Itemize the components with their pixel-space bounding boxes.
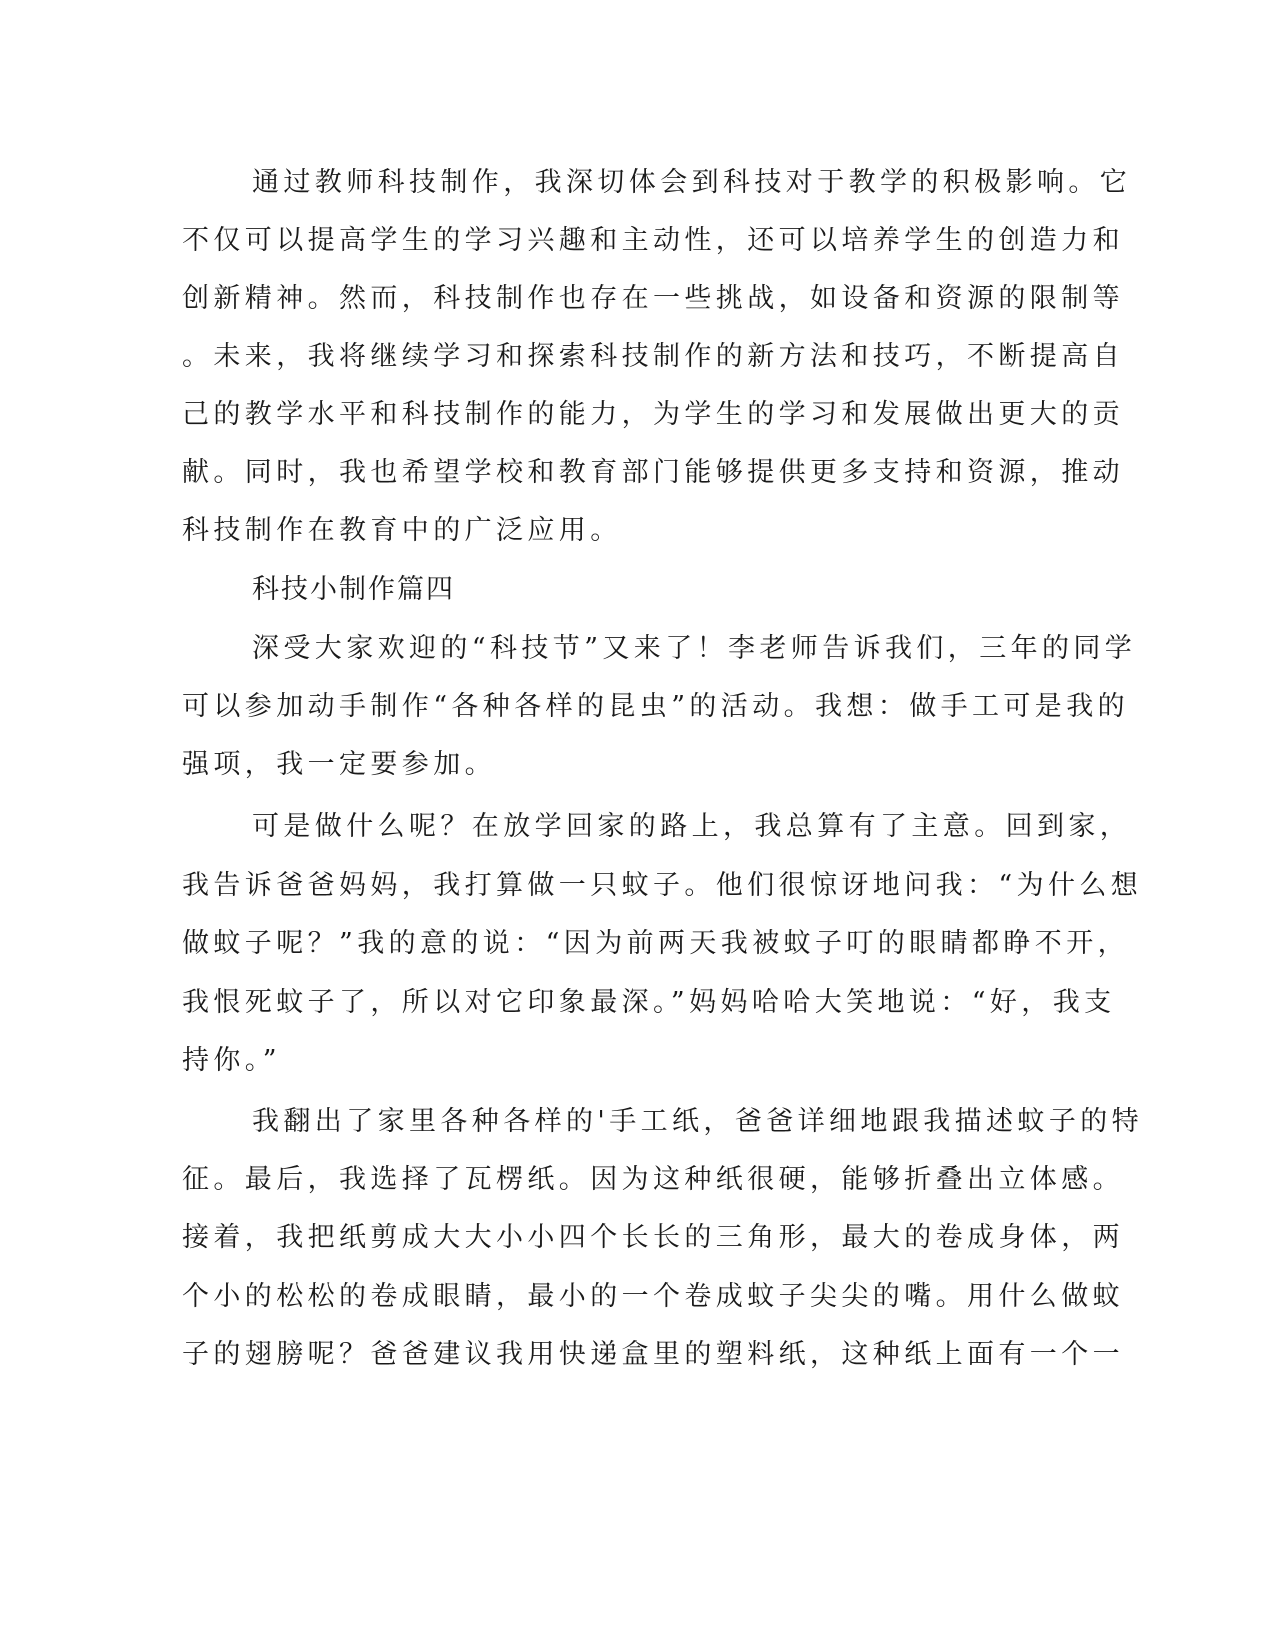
paragraph-line: 我告诉爸爸妈妈，我打算做一只蚊子。他们很惊讶地问我：“为什么想: [182, 870, 1143, 901]
paragraph-line: 深受大家欢迎的“科技节”又来了！李老师告诉我们，三年的同学: [252, 633, 1137, 664]
paragraph-line: 科技制作在教育中的广泛应用。: [182, 515, 622, 546]
paragraph-line: 可以参加动手制作“各种各样的昆虫”的活动。我想：做手工可是我的: [182, 691, 1130, 722]
section-heading: 科技小制作篇四: [252, 574, 455, 605]
paragraph-line: 征。最后，我选择了瓦楞纸。因为这种纸很硬，能够折叠出立体感。: [182, 1164, 1124, 1195]
paragraph-line: 子的翅膀呢？爸爸建议我用快递盒里的塑料纸，这种纸上面有一个一: [182, 1339, 1124, 1370]
paragraph-line: 不仅可以提高学生的学习兴趣和主动性，还可以培养学生的创造力和: [182, 225, 1124, 256]
paragraph-line: 。未来，我将继续学习和探索科技制作的新方法和技巧，不断提高自: [182, 341, 1124, 372]
paragraph-line: 己的教学水平和科技制作的能力，为学生的学习和发展做出更大的贡: [182, 399, 1124, 430]
paragraph-line: 我恨死蚊子了，所以对它印象最深。”妈妈哈哈大笑地说：“好，我支: [182, 987, 1116, 1018]
paragraph-line: 强项，我一定要参加。: [182, 749, 496, 780]
paragraph-line: 做蚊子呢？”我的意的说：“因为前两天我被蚊子叮的眼睛都睁不开，: [182, 928, 1130, 959]
paragraph-line: 献。同时，我也希望学校和教育部门能够提供更多支持和资源，推动: [182, 457, 1124, 488]
paragraph-line: 通过教师科技制作，我深切体会到科技对于教学的积极影响。它: [252, 167, 1132, 198]
paragraph-line: 个小的松松的卷成眼睛，最小的一个卷成蚊子尖尖的嘴。用什么做蚊: [182, 1281, 1124, 1312]
paragraph-line: 创新精神。然而，科技制作也存在一些挑战，如设备和资源的限制等: [182, 283, 1124, 314]
paragraph-line: 持你。”: [182, 1045, 281, 1076]
paragraph-line: 可是做什么呢？在放学回家的路上，我总算有了主意。回到家，: [252, 811, 1132, 842]
paragraph-line: 接着，我把纸剪成大大小小四个长长的三角形，最大的卷成身体，两: [182, 1222, 1124, 1253]
paragraph-line: 我翻出了家里各种各样的'手工纸，爸爸详细地跟我描述蚊子的特: [252, 1106, 1144, 1137]
